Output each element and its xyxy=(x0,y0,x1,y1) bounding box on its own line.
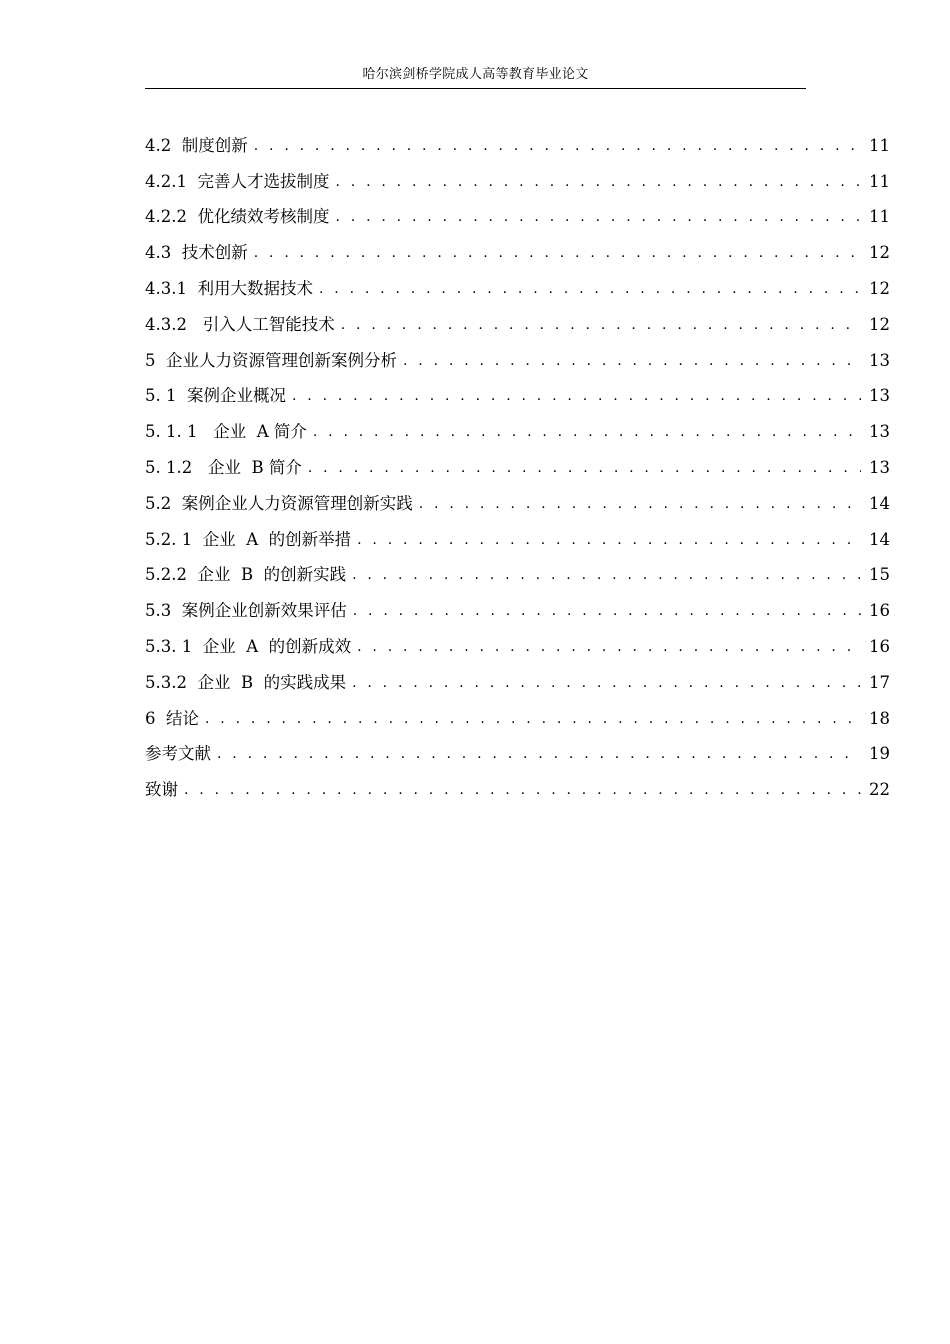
toc-entry-page-number: 17 xyxy=(869,672,890,692)
toc-entry[interactable] xyxy=(145,623,890,659)
toc-entry-page-number: 13 xyxy=(869,350,890,370)
toc-entry-title: 4.3.1 利用大数据技术 xyxy=(145,278,313,298)
toc-entry-page-number: 16 xyxy=(869,601,890,621)
toc-entry[interactable] xyxy=(145,158,890,194)
toc-entry-title: 5. 1. 1 企业 A 简介 xyxy=(145,422,307,442)
toc-entry[interactable] xyxy=(145,731,890,767)
toc-entry[interactable] xyxy=(145,229,890,265)
toc-dot-leader xyxy=(308,456,861,480)
toc-entry[interactable] xyxy=(145,659,890,695)
toc-entry-page-number: 11 xyxy=(869,171,890,191)
toc-entry-title: 5.2 案例企业人力资源管理创新实践 xyxy=(145,493,413,513)
toc-entry-page-number: 12 xyxy=(869,243,890,263)
toc-entry[interactable] xyxy=(145,552,890,588)
toc-entry-title: 4.2.1 完善人才选拔制度 xyxy=(145,171,330,191)
toc-dot-leader xyxy=(352,671,861,695)
toc-entry-title: 5. 1.2 企业 B 简介 xyxy=(145,457,302,477)
toc-dot-leader xyxy=(353,599,861,623)
toc-entry-page-number: 18 xyxy=(869,708,890,728)
toc-entry-page-number: 13 xyxy=(869,386,890,406)
toc-entry[interactable] xyxy=(145,408,890,444)
toc-entry-title: 5.2. 1 企业 A 的创新举措 xyxy=(145,529,352,549)
toc-entry-page-number: 22 xyxy=(869,780,890,800)
table-of-contents xyxy=(145,122,890,802)
toc-entry-page-number: 11 xyxy=(869,135,890,155)
toc-entry-title: 5 企业人力资源管理创新案例分析 xyxy=(145,350,397,370)
toc-entry-page-number: 14 xyxy=(869,493,890,513)
toc-entry-title: 5.3 案例企业创新效果评估 xyxy=(145,601,347,621)
toc-entry-page-number: 13 xyxy=(869,422,890,442)
toc-entry-title: 5. 1 案例企业概况 xyxy=(145,386,286,406)
toc-dot-leader xyxy=(357,528,861,552)
toc-entry-page-number: 13 xyxy=(869,457,890,477)
toc-dot-leader xyxy=(341,313,861,337)
toc-entry-title: 5.3. 1 企业 A 的创新成效 xyxy=(145,636,352,656)
toc-entry-title: 4.3.2 引入人工智能技术 xyxy=(145,314,335,334)
page-header xyxy=(145,66,806,89)
toc-entry-page-number: 15 xyxy=(869,565,890,585)
toc-entry-title: 致谢 xyxy=(145,780,178,800)
toc-entry[interactable] xyxy=(145,122,890,158)
toc-entry[interactable] xyxy=(145,265,890,301)
toc-entry-title: 4.2.2 优化绩效考核制度 xyxy=(145,207,330,227)
toc-entry[interactable] xyxy=(145,301,890,337)
toc-dot-leader xyxy=(319,277,861,301)
toc-entry[interactable] xyxy=(145,766,890,802)
toc-entry-title: 6 结论 xyxy=(145,708,199,728)
toc-entry[interactable] xyxy=(145,516,890,552)
toc-entry[interactable] xyxy=(145,480,890,516)
toc-dot-leader xyxy=(419,492,861,516)
toc-entry-page-number: 19 xyxy=(869,744,890,764)
toc-entry-page-number: 12 xyxy=(869,278,890,298)
toc-entry-title: 4.3 技术创新 xyxy=(145,243,248,263)
toc-entry-title: 5.3.2 企业 B 的实践成果 xyxy=(145,672,347,692)
toc-dot-leader xyxy=(335,170,861,194)
toc-dot-leader xyxy=(357,635,861,659)
toc-entry-title: 参考文献 xyxy=(145,744,211,764)
toc-entry-title: 5.2.2 企业 B 的创新实践 xyxy=(145,565,347,585)
toc-dot-leader xyxy=(217,742,861,766)
toc-entry[interactable] xyxy=(145,695,890,731)
toc-entry[interactable] xyxy=(145,337,890,373)
toc-dot-leader xyxy=(335,205,861,229)
page-header-title: 哈尔滨剑桥学院成人高等教育毕业论文 xyxy=(362,67,589,82)
toc-entry[interactable] xyxy=(145,373,890,409)
toc-dot-leader xyxy=(184,778,861,802)
toc-dot-leader xyxy=(292,384,861,408)
toc-entry-page-number: 11 xyxy=(869,207,890,227)
toc-entry[interactable] xyxy=(145,444,890,480)
toc-dot-leader xyxy=(254,241,861,265)
toc-entry-title: 4.2 制度创新 xyxy=(145,135,248,155)
toc-dot-leader xyxy=(205,707,861,731)
toc-dot-leader xyxy=(313,420,861,444)
toc-entry[interactable] xyxy=(145,587,890,623)
toc-dot-leader xyxy=(403,349,861,373)
toc-entry[interactable] xyxy=(145,194,890,230)
toc-dot-leader xyxy=(254,134,861,158)
toc-dot-leader xyxy=(352,563,861,587)
toc-entry-page-number: 16 xyxy=(869,636,890,656)
toc-entry-page-number: 12 xyxy=(869,314,890,334)
toc-entry-page-number: 14 xyxy=(869,529,890,549)
